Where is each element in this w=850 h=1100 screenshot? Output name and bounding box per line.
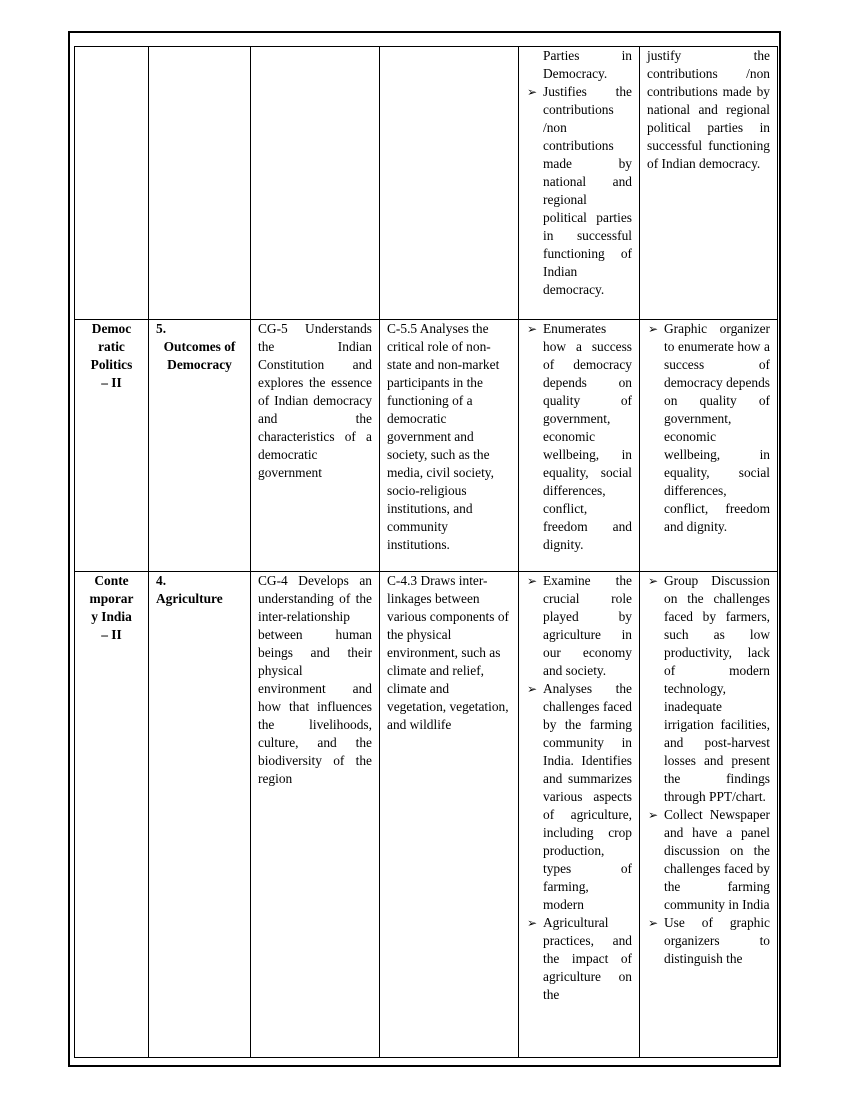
subject-cell [75, 47, 149, 320]
subject-label: Conte [94, 573, 129, 588]
activity-item: ➢ Collect Newspaper and have a panel discussion on the challenges faced by the farming community in India [648, 807, 770, 912]
table-row [75, 47, 778, 320]
arrow-bullet-icon: ➢ [527, 682, 538, 696]
activity-item: ➢ Graphic organizer to enumerate how a success of democracy depends on quality of government, economic wellbeing, in equality, social differences, conflict, freedom and dignity. [648, 321, 770, 534]
competency-cell [380, 47, 519, 320]
arrow-bullet-icon: ➢ [527, 574, 538, 588]
activities-cell [640, 320, 778, 572]
arrow-bullet-icon: ➢ [527, 916, 538, 930]
outcome-continuation: Parties in Democracy. [543, 48, 632, 81]
table-row [75, 572, 778, 1058]
outcome-item: ➢ Enumerates how a success of democracy depends on quality of government, economic wellbeing, in equality, social differences, conflict, freedom and dignity. [527, 321, 632, 552]
arrow-bullet-icon: ➢ [527, 85, 538, 99]
learning-outcomes-cell [519, 572, 640, 1058]
activity-item: ➢ Use of graphic organizers to distinguish the [648, 915, 770, 966]
table-row [75, 320, 778, 572]
activities-cell [640, 47, 778, 320]
outcome-item: ➢ Agricultural practices, and the impact of agriculture on the [527, 915, 632, 1002]
chapter-cell [149, 572, 251, 1058]
chapter-cell [149, 320, 251, 572]
activity-continuation: justify the contributions /non contributions made by national and regional political parties in successful functioning of Indian democracy. [647, 48, 770, 171]
curriculum-table [74, 46, 778, 1058]
activity-item: ➢ Group Discussion on the challenges faced by farmers, such as low productivity, lack of modern technology, inadequate irrigation facilities, and post-harvest losses and present the findings through PPT/chart. [648, 573, 770, 804]
chapter-number: 4. [156, 573, 167, 588]
learning-outcomes-cell [519, 47, 640, 320]
arrow-bullet-icon: ➢ [648, 574, 659, 588]
competency-cell: C-4.3 Draws inter-linkages between various components of the physical environment, such as climate and relief, climate and vegetation, vegetation, and wildlife [380, 572, 519, 1058]
arrow-bullet-icon: ➢ [648, 322, 659, 336]
subject-label: Democ [91, 321, 132, 336]
chapter-title: Agriculture [156, 591, 223, 606]
learning-outcomes-cell [519, 320, 640, 572]
arrow-bullet-icon: ➢ [527, 322, 538, 336]
arrow-bullet-icon: ➢ [648, 916, 659, 930]
subject-cell: Conte mporar y India – II [75, 572, 149, 1058]
outcome-item: ➢ Examine the crucial role played by agriculture in our economy and society. [527, 573, 632, 678]
chapter-cell [149, 47, 251, 320]
chapter-number: 5. [156, 321, 167, 336]
subject-cell: Democ ratic Politics – II [75, 320, 149, 572]
arrow-bullet-icon: ➢ [648, 808, 659, 822]
competency-cell: C-5.5 Analyses the critical role of non-state and non-market participants in the functioning of a democratic government and society, such as the media, civil society, socio-religious institutions, and community institutions. [380, 320, 519, 572]
curricular-goal-cell: CG-5 Understands the Indian Constitution and explores the essence of Indian democracy and the characteristics of a democratic government [251, 320, 380, 572]
chapter-title: Outcomes of Democracy [163, 339, 236, 372]
activities-cell [640, 572, 778, 1058]
outcome-item: ➢ Justifies the contributions /non contributions made by national and regional political parties in successful functioning of Indian democracy. [527, 84, 632, 297]
curricular-goal-cell [251, 47, 380, 320]
outcome-item: ➢ Analyses the challenges faced by the farming community in India. Identifies and summarizes various aspects of agriculture, including crop production, types of farming, modern [527, 681, 632, 912]
curricular-goal-cell: CG-4 Develops an understanding of the inter-relationship between human beings and their physical environment and how that influences the livelihoods, culture, and the biodiversity of the region [251, 572, 380, 1058]
